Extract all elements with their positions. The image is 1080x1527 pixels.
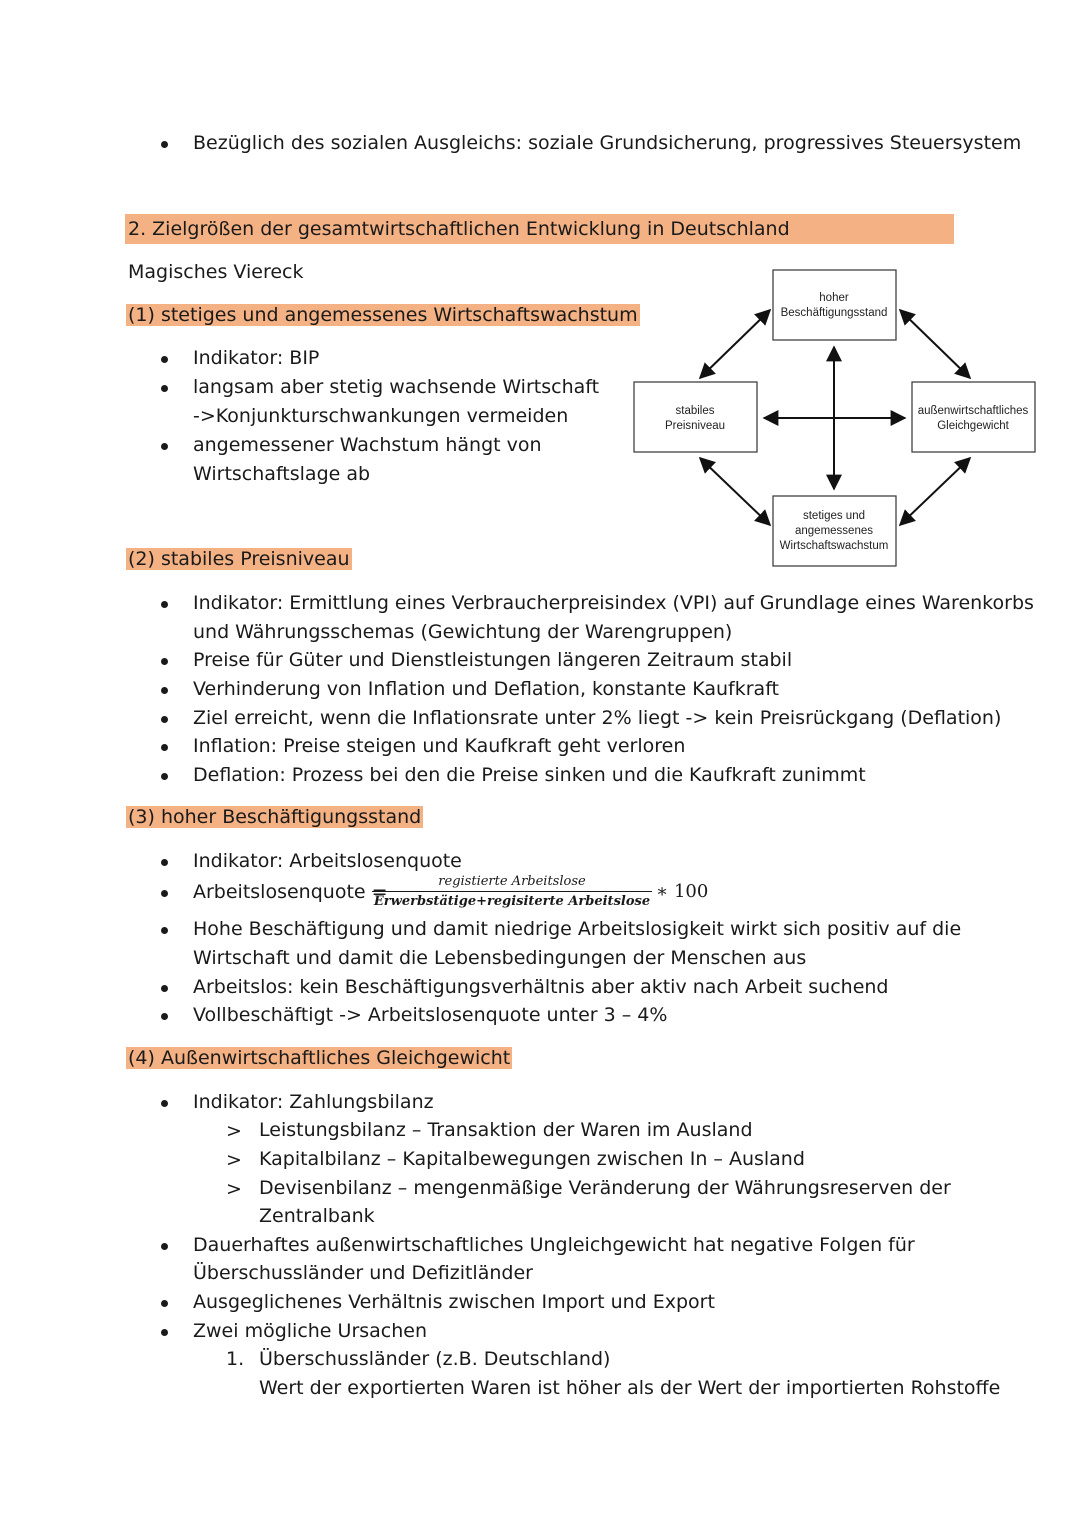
diagram-right-line: außenwirtschaftliches <box>917 405 1029 417</box>
numbered-marker: 1. <box>226 1348 245 1370</box>
diagram-top-line: Beschäftigungsstand <box>780 307 888 319</box>
goal2-line: Deflation: Prozess bei den die Preise sinken und die Kaufkraft zunimmt <box>193 764 866 786</box>
goal2-heading <box>126 545 352 574</box>
numbered-title: Überschussländer (z.B. Deutschland) <box>259 1348 611 1370</box>
arrow-bottom-left <box>700 458 770 525</box>
magic-square-diagram <box>628 262 1040 572</box>
bullet <box>161 687 168 694</box>
sub-arrow-marker: > <box>226 1149 242 1171</box>
numbered-text: Wert der exportierten Waren ist höher als der Wert der importierten Rohstoffe <box>259 1377 1001 1399</box>
goal4-line: Dauerhaftes außenwirtschaftliches Ungleichgewicht hat negative Folgen für <box>193 1234 915 1256</box>
diagram-box-left <box>634 382 757 452</box>
arrow-top-right <box>900 310 970 378</box>
formula-label: Arbeitslosenquote = <box>193 881 388 903</box>
diagram-top-line: hoher <box>819 292 849 304</box>
goal2-line: Inflation: Preise steigen und Kaufkraft geht verloren <box>193 735 686 757</box>
goal1-line: ->Konjunkturschwankungen vermeiden <box>193 405 569 427</box>
bullet <box>161 890 168 897</box>
arrow-bottom-right <box>900 458 970 525</box>
subtitle: Magisches Viereck <box>128 261 304 283</box>
diagram-left-line: stabiles <box>675 405 715 417</box>
bullet <box>161 1100 168 1107</box>
arrow-top-left <box>700 310 770 378</box>
goal3-line: Wirtschaft und damit die Lebensbedingungen der Menschen aus <box>193 947 807 969</box>
goal4-line: Ausgeglichenes Verhältnis zwischen Import und Export <box>193 1291 715 1313</box>
goal2-line: Verhinderung von Inflation und Deflation, konstante Kaufkraft <box>193 678 779 700</box>
sub-arrow-marker: > <box>226 1120 242 1142</box>
diagram-bottom-line: stetiges und <box>802 510 866 522</box>
goal3-line: Vollbeschäftigt -> Arbeitslosenquote unter 3 – 4% <box>193 1004 668 1026</box>
bullet <box>161 927 168 934</box>
bullet <box>161 744 168 751</box>
goal2-line: Preise für Güter und Dienstleistungen längeren Zeitraum stabil <box>193 649 793 671</box>
goal1-line: Indikator: BIP <box>193 347 320 369</box>
bullet <box>161 773 168 780</box>
formula-multiplier: ∗ 100 <box>656 881 709 902</box>
bullet <box>161 985 168 992</box>
fraction-line <box>372 891 652 892</box>
goal3-indicator: Indikator: Arbeitslosenquote <box>193 850 462 872</box>
bullet <box>161 1013 168 1020</box>
bullet <box>161 356 168 363</box>
goal3-line: Hohe Beschäftigung und damit niedrige Arbeitslosigkeit wirkt sich positiv auf die <box>193 918 962 940</box>
bullet <box>161 1329 168 1336</box>
formula-numerator: registierte Arbeitslose <box>438 874 586 889</box>
goal4-sub-line: Kapitalbilanz – Kapitalbewegungen zwischen In – Ausland <box>259 1148 805 1170</box>
goal4-sub-line: Devisenbilanz – mengenmäßige Veränderung der Währungsreserven der <box>259 1177 951 1199</box>
diagram-right-line: Gleichgewicht <box>937 420 1009 432</box>
bullet <box>161 1243 168 1250</box>
bullet <box>161 141 168 148</box>
goal2-heading-text: (2) stabiles Preisniveau <box>128 548 350 570</box>
diagram-bottom-line: Wirtschaftswachstum <box>779 540 889 552</box>
goal4-line: Überschussländer und Defizitländer <box>193 1262 533 1284</box>
section-title: 2. Zielgrößen der gesamtwirtschaftlichen Entwicklung in Deutschland <box>128 218 790 240</box>
goal2-line: und Währungsschemas (Gewichtung der Warengruppen) <box>193 621 733 643</box>
top-bullet-text: Bezüglich des sozialen Ausgleichs: soziale Grundsicherung, progressives Steuersystem <box>193 132 1022 154</box>
bullet <box>161 385 168 392</box>
goal4-sub-line: Zentralbank <box>259 1205 375 1227</box>
sub-arrow-marker: > <box>226 1178 242 1200</box>
goal3-line: Arbeitslos: kein Beschäftigungsverhältnis aber aktiv nach Arbeit suchend <box>193 976 889 998</box>
goal1-line: langsam aber stetig wachsende Wirtschaft <box>193 376 600 398</box>
goal4-sub-line: Leistungsbilanz – Transaktion der Waren im Ausland <box>259 1119 753 1141</box>
goal3-heading-text: (3) hoher Beschäftigungsstand <box>128 806 422 828</box>
goal2-line: Indikator: Ermittlung eines Verbraucherpreisindex (VPI) auf Grundlage eines Warenkorbs <box>193 592 1034 614</box>
diagram-box-right <box>912 382 1035 452</box>
goal4-indicator: Indikator: Zahlungsbilanz <box>193 1091 434 1113</box>
bullet <box>161 1300 168 1307</box>
bullet <box>161 658 168 665</box>
goal4-heading-text: (4) Außenwirtschaftliches Gleichgewicht <box>128 1047 511 1069</box>
bullet <box>161 601 168 608</box>
goal1-heading <box>126 301 640 330</box>
goal4-heading <box>126 1044 512 1073</box>
goal4-line: Zwei mögliche Ursachen <box>193 1320 428 1342</box>
formula-fraction <box>372 873 652 911</box>
goal3-heading <box>126 803 423 832</box>
bullet <box>161 716 168 723</box>
bullet <box>161 443 168 450</box>
bullet <box>161 859 168 866</box>
goal2-line: Ziel erreicht, wenn die Inflationsrate unter 2% liegt -> kein Preisrückgang (Deflation) <box>193 707 1002 729</box>
goal1-line: Wirtschaftslage ab <box>193 463 371 485</box>
goal1-heading-text: (1) stetiges und angemessenes Wirtschaftswachstum <box>128 304 638 326</box>
formula-denominator: Erwerbstätige+regisiterte Arbeitslose <box>373 894 651 909</box>
diagram-bottom-line: angemessenes <box>795 525 873 537</box>
diagram-left-line: Preisniveau <box>664 420 726 432</box>
diagram-box-top <box>773 270 896 340</box>
goal1-line: angemessener Wachstum hängt von <box>193 434 542 456</box>
